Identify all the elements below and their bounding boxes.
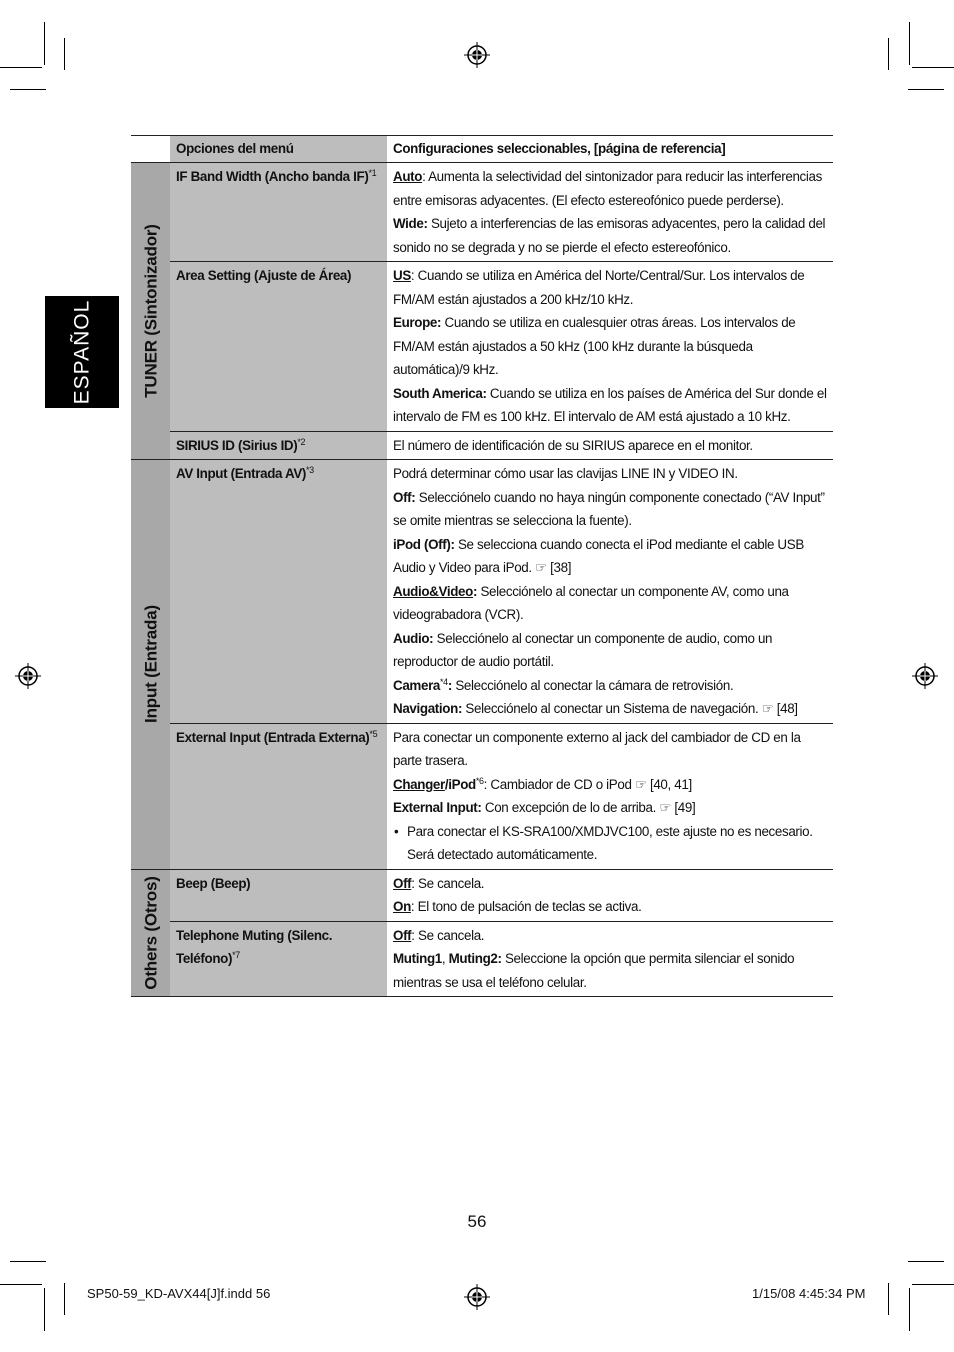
description-line (393, 796, 827, 820)
description-text: Se selecciona cuando conecta el iPod mediante el cable USB Audio y Video para iPod. ☞ [38] (393, 536, 804, 575)
description-text: Off (393, 927, 412, 943)
crop-mark (912, 67, 954, 68)
menu-option (170, 724, 387, 869)
crop-mark (64, 38, 65, 70)
description-text: Selecciónelo al conectar un componente de audio, como un reproductor de audio portátil. (393, 630, 773, 669)
crop-mark (912, 1284, 954, 1285)
description-line (393, 895, 827, 919)
description-text: Selecciónelo al conectar la cámara de retrovisión. (451, 677, 734, 693)
description-text: : (447, 677, 452, 693)
menu-option-label: IF Band Width (Ancho banda IF) (176, 169, 369, 184)
description-line (393, 533, 827, 580)
footnote-marker: *2 (297, 436, 306, 447)
section-label (131, 163, 170, 459)
description-text: : Se cancela. (411, 875, 485, 891)
menu-option-label: Telephone Muting (Silenc. Teléfono) (176, 927, 333, 966)
registration-mark-icon (464, 1284, 490, 1310)
crop-mark (10, 89, 46, 90)
table-row (170, 870, 833, 922)
crop-mark (0, 67, 42, 68)
description-line (393, 462, 827, 486)
description-text: Changer (393, 776, 445, 792)
section-label (131, 870, 170, 997)
menu-option (170, 460, 387, 723)
bullet-note: Para conectar el KS-SRA100/XMDJVC100, este ajuste no es necesario. Será detectado automáticamente. (407, 823, 813, 862)
description-line (393, 820, 827, 867)
description-text: : Cambiador de CD o iPod ☞ [40, 41] (483, 776, 692, 792)
menu-option-label: External Input (Entrada Externa) (176, 729, 370, 745)
description-text: Off (393, 875, 412, 891)
menu-option-label: Area Setting (Ajuste de Área) (176, 268, 352, 283)
description-text: Auto (393, 169, 423, 184)
description-text: : Se cancela. (411, 927, 485, 943)
description-text: Navigation: (393, 701, 463, 716)
menu-option (170, 432, 387, 460)
table-header (131, 135, 833, 163)
description-text: iPod (Off): (393, 536, 455, 552)
menu-option (170, 262, 387, 431)
menu-option (170, 922, 387, 997)
footnote-marker: *6 (475, 775, 484, 786)
description-text: Audio&Video (393, 583, 473, 599)
description-line (393, 872, 827, 896)
description-text: : Aumenta la selectividad del sintonizador para reducir las interferencias entre emisoras adyacentes. (El efecto estereofónico puede perderse). (393, 169, 822, 208)
footnote-marker: *3 (306, 465, 314, 475)
menu-option-label: AV Input (Entrada AV) (176, 466, 307, 481)
description-text: El número de identificación de su SIRIUS aparece en el monitor. (393, 437, 753, 453)
description-line (393, 773, 827, 797)
header-menu-options: Opciones del menú (170, 136, 387, 162)
section-label-text: TUNER (Sintonizador) (140, 224, 160, 398)
description-line (393, 580, 827, 627)
table-section (131, 460, 833, 870)
section-label (131, 460, 170, 869)
description-text: Europe: (393, 315, 442, 330)
description-text: : El tono de pulsación de teclas se activa. (410, 899, 642, 914)
table-row (170, 163, 833, 262)
table-row (170, 724, 833, 869)
description-text: Muting2: (448, 951, 502, 966)
description-text: Para conectar un componente externo al jack del cambiador de CD en la parte trasera. (393, 729, 801, 768)
language-tab (45, 296, 119, 408)
description-text: Podrá determinar cómo usar las clavijas LINE IN y VIDEO IN. (393, 466, 738, 481)
registration-mark-icon (15, 663, 41, 689)
description-line (393, 726, 827, 773)
table-body (131, 163, 833, 997)
description-line (393, 947, 827, 994)
crop-mark (0, 1284, 42, 1285)
description-line (393, 434, 827, 458)
description-text: Selecciónelo al conectar un Sistema de navegación. ☞ [48] (462, 701, 798, 716)
table-row (170, 922, 833, 997)
crop-mark (908, 1261, 944, 1262)
description-text: Wide: (393, 216, 428, 231)
footnote-marker: *7 (232, 950, 240, 960)
description-text: Selecciónelo cuando no haya ningún componente conectado (“AV Input” se omite mientras se selecciona la fuente). (393, 489, 825, 528)
setting-description (387, 870, 833, 921)
description-text: South America: (393, 385, 487, 401)
menu-option (170, 870, 387, 921)
crop-mark (44, 22, 45, 65)
description-line (393, 627, 827, 674)
table-row (170, 460, 833, 724)
description-text: Camera (393, 677, 441, 693)
setting-description (387, 432, 833, 460)
description-text: Cuando se utiliza en cualesquier otras áreas. Los intervalos de FM/AM están ajustados a 50 kHz (100 kHz durante la búsqueda automática)/9 kHz. (393, 315, 796, 377)
description-text: /iPod (444, 776, 476, 792)
description-text: On (393, 899, 411, 914)
description-line (393, 382, 827, 429)
crop-mark (908, 89, 944, 90)
description-line (393, 212, 827, 259)
description-line (393, 486, 827, 533)
footer-file-info: SP50-59_KD-AVX44[J]f.indd 56 (87, 1286, 271, 1301)
table-section (131, 163, 833, 460)
description-line (393, 311, 827, 382)
menu-option (170, 163, 387, 261)
crop-mark (888, 38, 889, 70)
description-line (393, 924, 827, 948)
description-line (393, 674, 827, 698)
description-text: Cuando se utiliza en los países de América del Sur donde el intervalo de FM es 100 kHz. El intervalo de AM está ajustado a 10 kHz. (393, 385, 827, 424)
crop-mark (64, 1283, 65, 1315)
description-text: Off: (393, 489, 416, 505)
footer-datetime: 1/15/08 4:45:34 PM (752, 1286, 866, 1301)
table-row (170, 432, 833, 460)
description-text: Selecciónelo al conectar un componente AV, como una videograbadora (VCR). (393, 583, 789, 622)
setting-description (387, 460, 833, 723)
description-text: , (441, 951, 449, 966)
header-selectable-settings: Configuraciones seleccionables, [página de referencia] (393, 141, 726, 156)
description-text: : (472, 583, 478, 599)
language-tab-label: ESPAÑOL (70, 299, 93, 405)
description-line (393, 165, 827, 212)
description-text: US (393, 268, 411, 283)
description-text: Sujeto a interferencias de las emisoras adyacentes, pero la calidad del sonido no se degrada y no se pierde el efecto estereofónico. (393, 216, 826, 255)
description-line (393, 264, 827, 311)
section-label-text: Others (Otros) (140, 876, 160, 990)
section-label-text: Input (Entrada) (140, 605, 160, 724)
menu-option-label: Beep (Beep) (176, 875, 251, 891)
table-row (170, 262, 833, 432)
description-text: Muting1 (393, 951, 442, 966)
description-text: : Cuando se utiliza en América del Norte/Central/Sur. Los intervalos de FM/AM están ajustados a 200 kHz/10 kHz. (393, 268, 805, 307)
menu-settings-table (131, 135, 833, 997)
registration-mark-icon (464, 42, 490, 68)
description-text: Seleccione la opción que permita silenciar el sonido mientras se usa el teléfono celular. (393, 951, 795, 990)
setting-description (387, 724, 833, 869)
crop-mark (888, 1283, 889, 1315)
menu-option-label: SIRIUS ID (Sirius ID) (176, 437, 298, 453)
description-text: Audio: (393, 630, 434, 646)
table-section (131, 870, 833, 998)
setting-description (387, 922, 833, 997)
crop-mark (909, 22, 910, 65)
footnote-marker: *5 (369, 728, 378, 739)
description-line (393, 697, 827, 721)
footnote-marker: *1 (368, 168, 377, 178)
crop-mark (44, 1288, 45, 1331)
crop-mark (10, 1261, 46, 1262)
footnote-marker: *4 (440, 676, 448, 687)
registration-mark-icon (912, 663, 938, 689)
setting-description (387, 262, 833, 431)
crop-mark (909, 1288, 910, 1331)
description-text: External Input: (393, 800, 482, 815)
page-number: 56 (467, 1212, 487, 1231)
description-text: Con excepción de lo de arriba. ☞ [49] (481, 800, 696, 815)
setting-description (387, 163, 833, 261)
